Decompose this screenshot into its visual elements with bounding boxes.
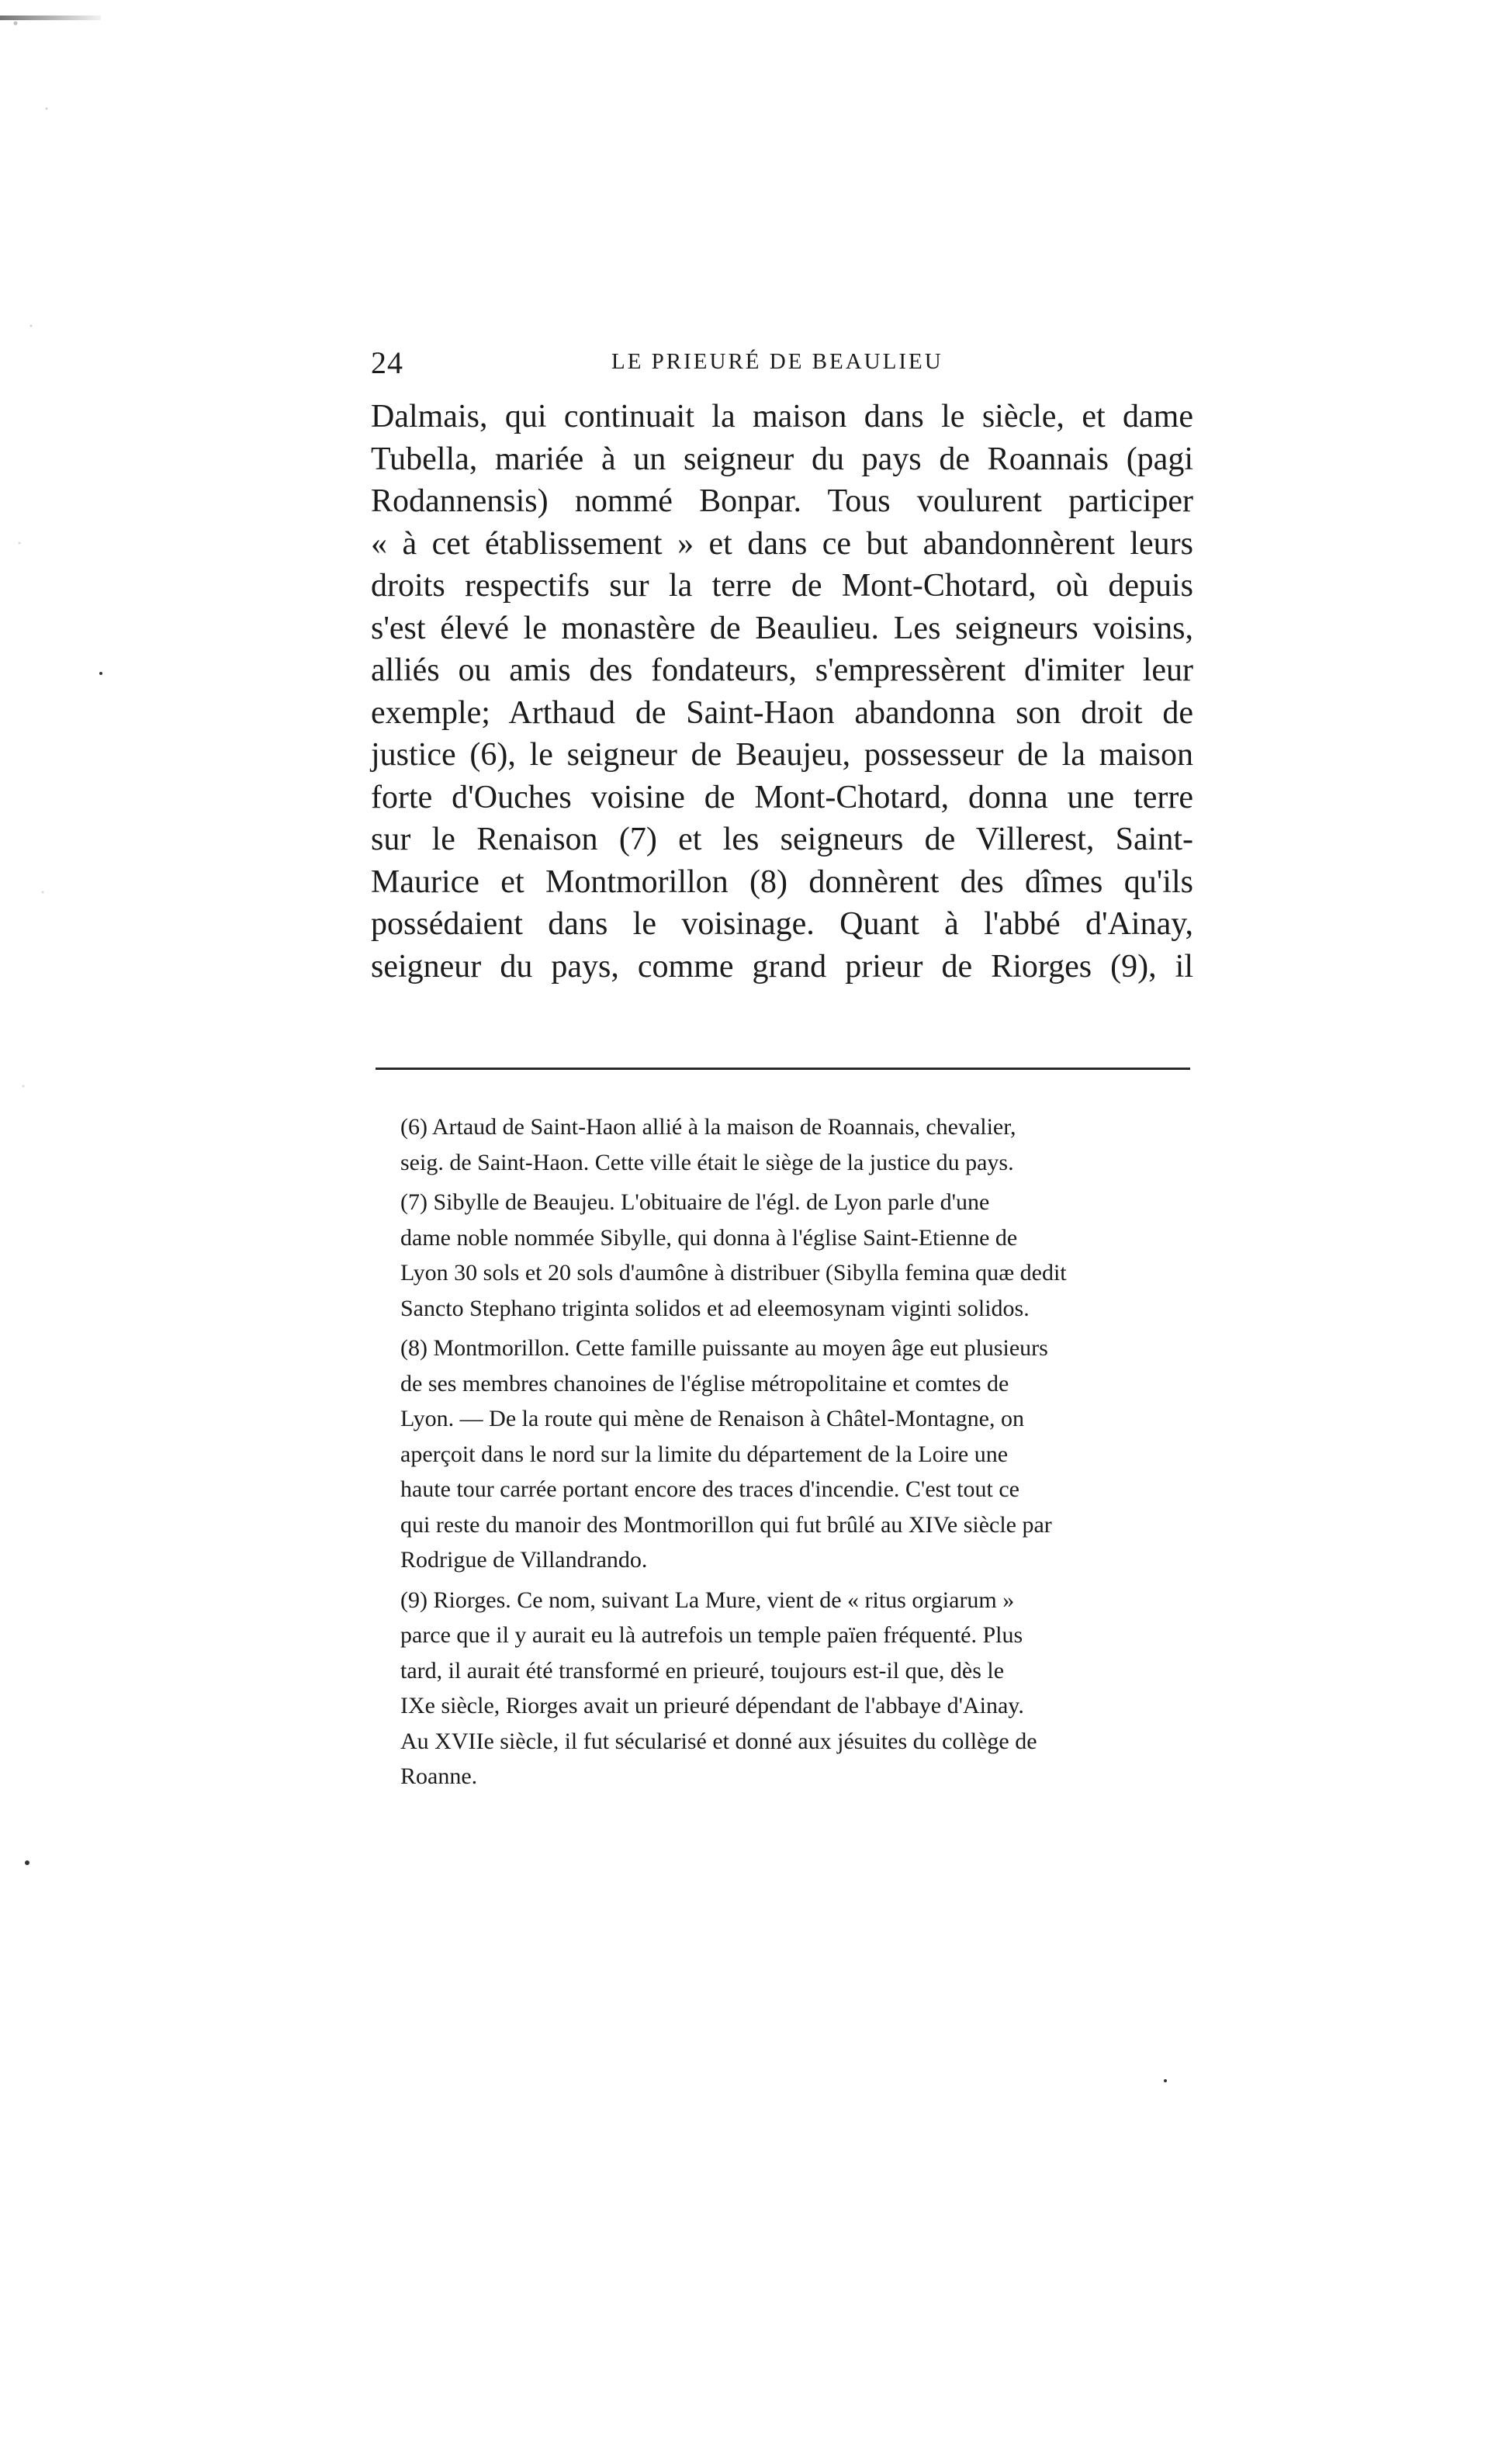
- footnote-line: aperçoit dans le nord sur la limite du département de la Loire une: [400, 1441, 1009, 1467]
- body-line: Rodannensis) nommé Bonpar. Tous voulurent participer: [371, 483, 1193, 519]
- footnote-line: de ses membres chanoines de l'église métropolitaine et comtes de: [400, 1370, 1009, 1396]
- page-header: [371, 344, 1193, 383]
- footnote-line: (7) Sibylle de Beaujeu. L'obituaire de l'égl. de Lyon parle d'une: [400, 1189, 990, 1215]
- footnote-line: (8) Montmorillon. Cette famille puissante au moyen âge eut plusieurs: [400, 1335, 1048, 1361]
- body-line: sur le Renaison (7) et les seigneurs de Villerest, Saint-: [371, 822, 1193, 857]
- footnote-line: Lyon. — De la route qui mène de Renaison à Châtel-Montagne, on: [400, 1406, 1024, 1431]
- footnote-line: seig. de Saint-Haon. Cette ville était le siège de la justice du pays.: [400, 1149, 1014, 1175]
- footnote-6: [371, 1109, 1193, 1180]
- footnote-line: (9) Riorges. Ce nom, suivant La Mure, vient de « ritus orgiarum »: [400, 1587, 1015, 1613]
- body-text: [371, 396, 1193, 988]
- body-line: possédaient dans le voisinage. Quant à l'abbé d'Ainay,: [371, 906, 1193, 942]
- footnote-line: (6) Artaud de Saint-Haon allié à la maison de Roannais, chevalier,: [400, 1114, 1016, 1140]
- footnote-line: Rodrigue de Villandrando.: [400, 1547, 648, 1573]
- footnote-line: parce que il y aurait eu là autrefois un temple païen fréquenté. Plus: [400, 1622, 1023, 1648]
- body-line: Tubella, mariée à un seigneur du pays de Roannais (pagi: [371, 441, 1193, 477]
- footnote-line: Lyon 30 sols et 20 sols d'aumône à distribuer (Sibylla femina quæ dedit: [400, 1260, 1067, 1286]
- body-line: s'est élevé le monastère de Beaulieu. Les seigneurs voisins,: [371, 610, 1193, 646]
- body-line: droits respectifs sur la terre de Mont-Chotard, où depuis: [371, 568, 1193, 604]
- footnote-line: dame noble nommée Sibylle, qui donna à l'église Saint-Etienne de: [400, 1224, 1018, 1251]
- body-line: forte d'Ouches voisine de Mont-Chotard, donna une terre: [371, 779, 1193, 815]
- body-line: exemple; Arthaud de Saint-Haon abandonna son droit de: [371, 694, 1193, 731]
- footnote-line: Roanne.: [400, 1763, 478, 1789]
- footnote-line: tard, il aurait été transformé en prieuré, toujours est-il que, dès le: [400, 1657, 1005, 1684]
- footnote-line: haute tour carrée portant encore des traces d'incendie. C'est tout ce: [400, 1476, 1019, 1502]
- body-line: Dalmais, qui continuait la maison dans le siècle, et dame: [371, 399, 1193, 434]
- footnote-line: Au XVIIe siècle, il fut sécularisé et donné aux jésuites du collège de: [400, 1728, 1037, 1754]
- footnote-line: qui reste du manoir des Montmorillon qui fut brûlé au XIVe siècle par: [400, 1511, 1052, 1538]
- footnote-line: Sancto Stephano triginta solidos et ad eleemosynam viginti solidos.: [400, 1295, 1030, 1321]
- footnote-7: [371, 1185, 1193, 1326]
- footnote-separator: [376, 1068, 1190, 1070]
- footnote-line: IXe siècle, Riorges avait un prieuré dépendant de l'abbaye d'Ainay.: [400, 1693, 1024, 1718]
- scan-artifact: [25, 1860, 29, 1865]
- body-line: Maurice et Montmorillon (8) donnèrent des dîmes qu'ils: [371, 863, 1193, 900]
- scan-artifact: [99, 672, 102, 675]
- body-line: justice (6), le seigneur de Beaujeu, possesseur de la maison: [371, 737, 1193, 773]
- running-head: LE PRIEURÉ DE BEAULIEU: [611, 349, 943, 374]
- footnote-8: [371, 1331, 1193, 1578]
- body-line: seigneur du pays, comme grand prieur de Riorges (9), il: [371, 948, 1193, 985]
- body-line: « à cet établissement » et dans ce but abandonnèrent leurs: [371, 525, 1193, 562]
- page-number: 24: [371, 345, 403, 380]
- footnotes: [371, 1109, 1193, 1799]
- body-line: alliés ou amis des fondateurs, s'empressèrent d'imiter leur: [371, 652, 1193, 688]
- scan-artifact: [1164, 2079, 1167, 2082]
- scan-artifact: [0, 0, 70, 1164]
- footnote-9: [371, 1583, 1193, 1794]
